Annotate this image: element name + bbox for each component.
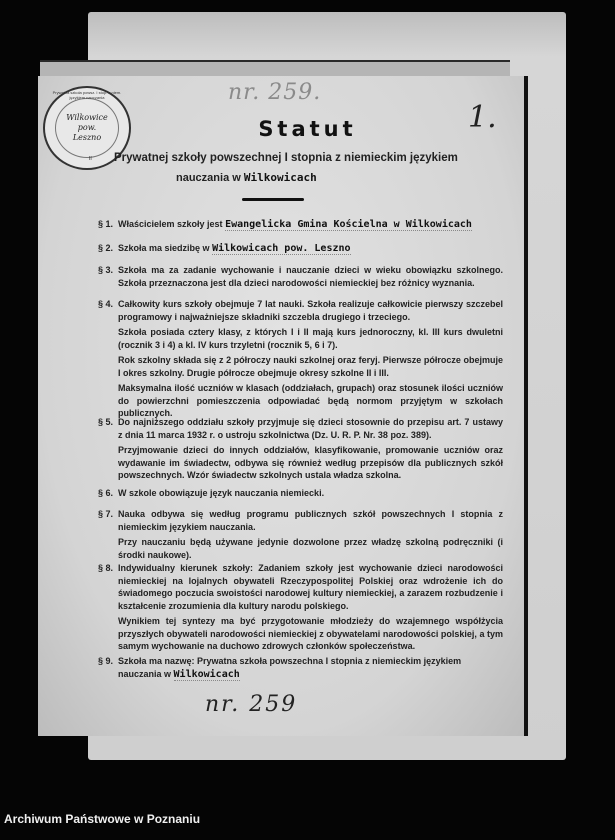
stamp-line-1: Wilkowice — [66, 113, 108, 122]
stamp-line-2: pow. — [77, 123, 97, 132]
section-paragraph: Maksymalna ilość uczniów w klasach (oddziałach, grupach) oraz stosunek ilości uczniów do powierzchni pomieszczenia odpowiadać będą normom przyjętym w szkołach publicznych. — [118, 383, 503, 418]
stamp-line-3: Leszno — [72, 133, 102, 142]
section-1 — [98, 218, 503, 232]
section-paragraph: Rok szkolny składa się z 2 półroczy nauki szkolnej oraz feryj. Pierwsze półrocze obejmuje I okres szkolny. Drugie półrocze obejmuje okresy szkolne II i III. — [118, 355, 503, 378]
section-text: Szkoła ma nazwę: Prywatna szkoła powszechna I stopnia z niemieckim językiem nauczania w — [118, 656, 462, 679]
section-text: Właścicielem szkoły jest — [118, 219, 223, 229]
section-paragraph: Nauka odbywa się według programu publicznych szkół powszechnych I stopnia z niemieckim językiem nauczania. — [118, 509, 503, 532]
handwritten-number-bottom: nr. 259 — [205, 692, 298, 717]
section-fill-value: Wilkowicach pow. Leszno — [212, 243, 351, 254]
section-number: § 5. — [98, 417, 114, 427]
stamp-ring-text: Prywatna szkoła powsz. I stop. z niem. językiem nauczania — [52, 90, 122, 100]
section-number: § 2. — [98, 243, 114, 253]
section-7 — [98, 508, 503, 564]
document-title: Statut — [258, 117, 357, 141]
section-number: § 8. — [98, 563, 114, 573]
section-9 — [98, 655, 503, 681]
section-number: § 3. — [98, 265, 114, 275]
section-number: § 4. — [98, 299, 114, 309]
document-subtitle-line-2 — [176, 171, 317, 184]
archive-watermark: Archiwum Państwowe w Poznaniu — [4, 812, 201, 826]
section-text: Szkoła ma siedzibę w — [118, 243, 210, 253]
section-number: § 1. — [98, 219, 114, 229]
section-paragraph: Do najniższego oddziału szkoły przyjmuje się dzieci stosownie do przepisu art. 7 ustawy z dnia 11 marca 1932 r. o ustroju szkolnictwa (Dz. U. R. P. Nr. 38 poz. 389). — [118, 417, 503, 440]
section-paragraph: Całkowity kurs szkoły obejmuje 7 lat nauki. Szkoła realizuje całkowicie pierwszy szczebel programowy i najważniejsze składniki szczebla drugiego i trzeciego. — [118, 299, 503, 322]
section-paragraph: Szkoła ma za zadanie wychowanie i nauczanie dzieci w wieku obowiązku szkolnego. Szkoła przeznaczona jest dla dzieci narodowości niemieckiej bez różnicy wyznania. — [118, 265, 503, 288]
section-fill-value: Ewangelicka Gmina Kościelna w Wilkowicach — [225, 219, 472, 230]
section-2 — [98, 242, 503, 256]
handwritten-number-top: nr. 259. — [228, 80, 322, 105]
stamp-center-text — [66, 113, 107, 143]
section-number: § 6. — [98, 488, 114, 498]
section-paragraph: Wynikiem tej syntezy ma być przygotowanie młodzieży do wzajemnego współżycia przyszłych obywateli narodowości niemieckiej z obywatelami narodowości polskiej, a tym samym wychowanie na duchowo zdrowych członków społeczeństwa. — [118, 616, 503, 651]
section-paragraph: Indywidualny kierunek szkoły: Zadaniem szkoły jest wychowanie dzieci narodowości niemieckiej na lojalnych obywateli Rzeczypospolitej Polskiej oraz wdrożenie ich do świadomego poczucia swoistości narodowej kultury niemieckiej, a zarazem rozbudzenie i kształcenie zrozumienia dla kultury narodu polskiego. — [118, 563, 503, 611]
stamp-number: II — [89, 156, 92, 162]
section-paragraph: Przy nauczaniu będą używane jedynie dozwolone przez władzę szkolną podręczniki (i środki naukowe). — [118, 537, 503, 560]
section-number: § 7. — [98, 509, 114, 519]
subtitle-place: Wilkowicach — [243, 171, 317, 184]
section-fill-value: Wilkowicach — [173, 668, 240, 680]
document-subtitle-line-1: Prywatnej szkoły powszechnej I stopnia z niemieckim językiem — [114, 152, 458, 164]
section-paragraph: W szkole obowiązuje język nauczania niemiecki. — [118, 488, 325, 498]
section-4 — [98, 298, 503, 423]
section-6 — [98, 487, 503, 503]
title-divider — [242, 198, 304, 201]
section-3 — [98, 264, 503, 292]
section-paragraph: Przyjmowanie dzieci do innych oddziałów, klasyfikowanie, promowanie uczniów oraz wydawanie im świadectw, odbywa się również według przepisów dla publicznych szkół powszechnych. Wzór świadectw szkolnych ustala władza szkolna. — [118, 445, 503, 480]
section-paragraph: Szkoła posiada cztery klasy, z których I i II mają kurs jednoroczny, kl. III kurs dwuletni (rocznik 3 i 4) a kl. IV kurs trzyletni (rocznik 5, 6 i 7). — [118, 327, 503, 350]
section-number: § 9. — [98, 656, 114, 666]
handwritten-page-number: 1. — [468, 100, 497, 135]
subtitle-prefix: nauczania w — [176, 172, 241, 184]
section-8 — [98, 562, 503, 656]
section-5 — [98, 416, 503, 485]
